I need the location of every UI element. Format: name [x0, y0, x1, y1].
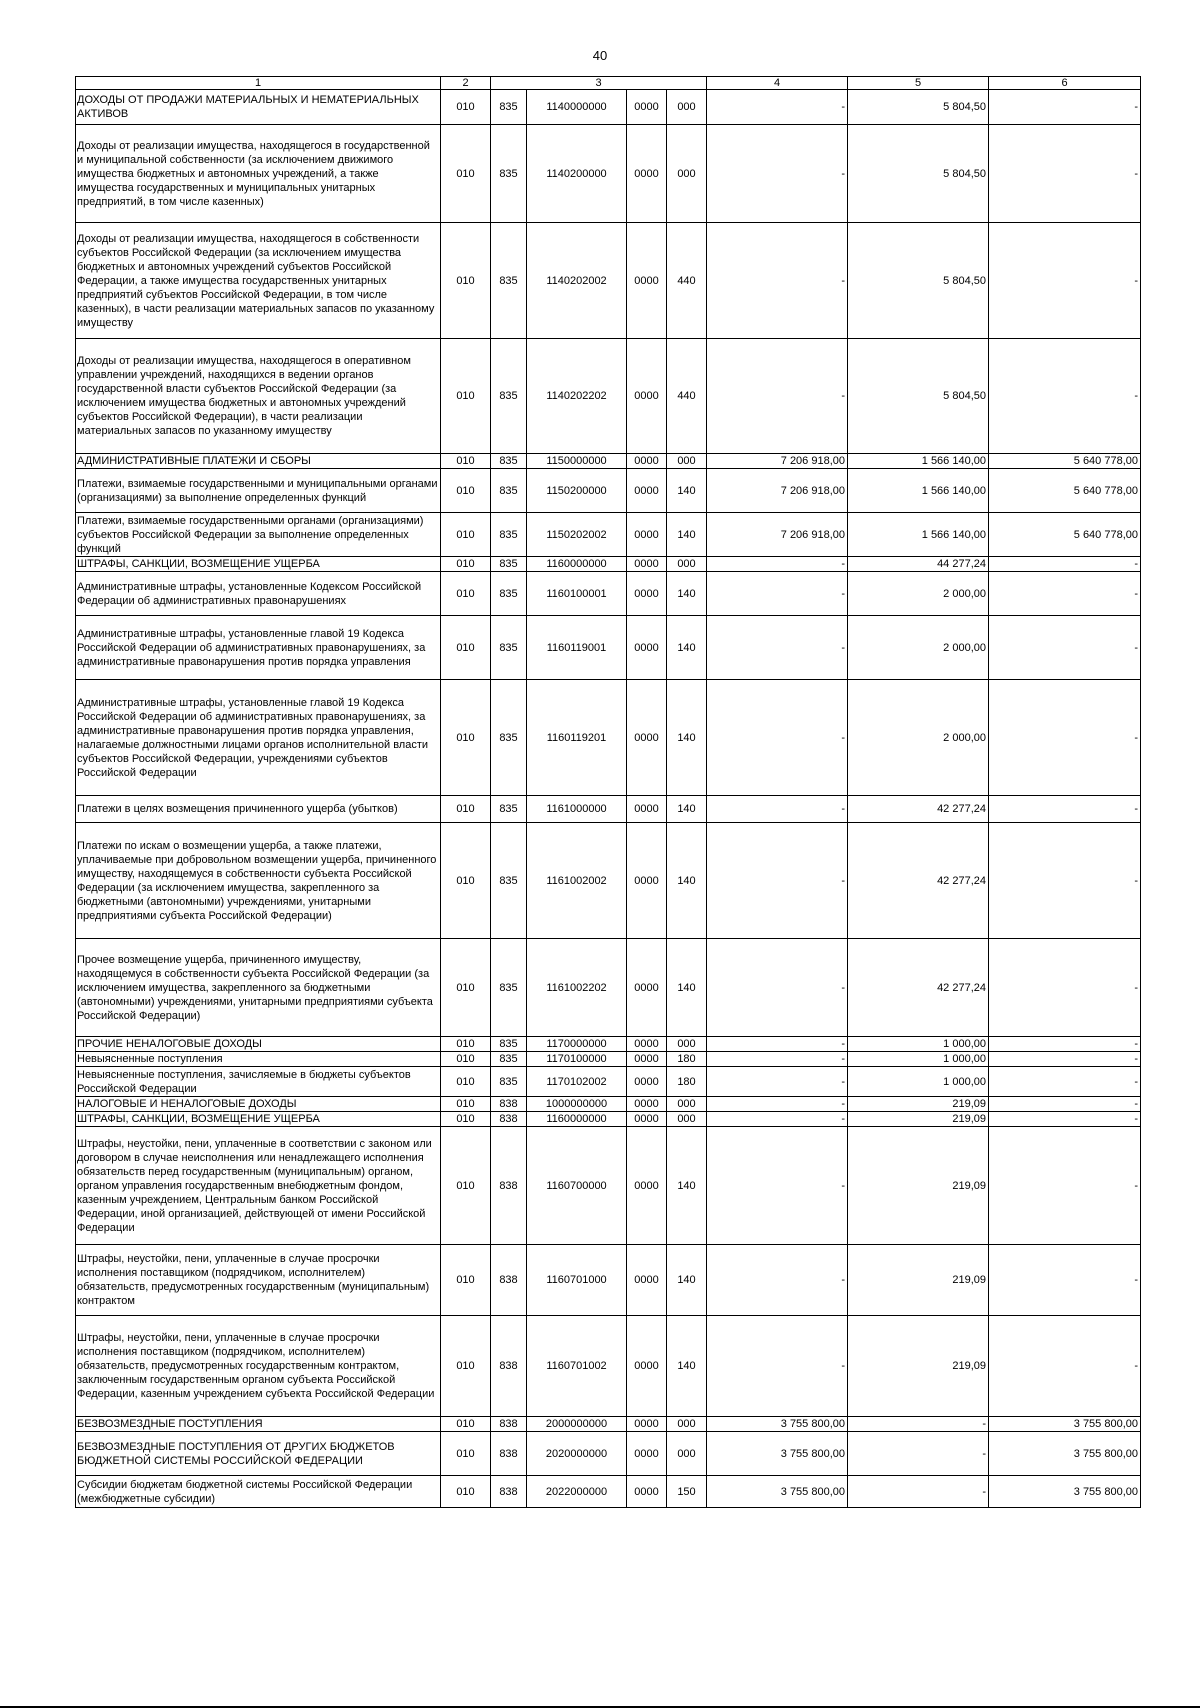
value-col-6: -	[989, 1097, 1141, 1112]
code-program: 0000	[627, 1417, 667, 1432]
code-program: 0000	[627, 1245, 667, 1316]
code-admin: 010	[441, 939, 491, 1037]
row-name: ШТРАФЫ, САНКЦИИ, ВОЗМЕЩЕНИЕ УЩЕРБА	[76, 1112, 441, 1127]
row-name: Субсидии бюджетам бюджетной системы Российской Федерации (межбюджетные субсидии)	[76, 1476, 441, 1508]
code-kosgu: 180	[667, 1067, 707, 1097]
code-admin: 010	[441, 1316, 491, 1417]
row-name: Платежи, взимаемые государственными и муниципальными органами (организациями) за выполнение определенных функций	[76, 469, 441, 513]
value-col-5: 2 000,00	[848, 680, 989, 796]
value-col-6: 5 640 778,00	[989, 454, 1141, 469]
value-col-4: -	[707, 796, 848, 823]
code-kbk: 2020000000	[527, 1432, 627, 1476]
code-kosgu: 150	[667, 1476, 707, 1508]
code-admin: 010	[441, 513, 491, 557]
value-col-4: -	[707, 223, 848, 339]
table-row	[76, 1417, 1141, 1432]
code-kosgu: 140	[667, 823, 707, 939]
code-kbk: 1160700000	[527, 1127, 627, 1245]
row-name: БЕЗВОЗМЕЗДНЫЕ ПОСТУПЛЕНИЯ	[76, 1417, 441, 1432]
code-program: 0000	[627, 1067, 667, 1097]
code-program: 0000	[627, 90, 667, 125]
code-admin: 010	[441, 454, 491, 469]
value-col-5: 219,09	[848, 1316, 989, 1417]
code-chapter: 835	[491, 339, 527, 454]
code-kosgu: 000	[667, 1112, 707, 1127]
code-kbk: 1140202002	[527, 223, 627, 339]
code-chapter: 835	[491, 513, 527, 557]
code-chapter: 835	[491, 90, 527, 125]
code-program: 0000	[627, 339, 667, 454]
code-chapter: 835	[491, 557, 527, 572]
code-admin: 010	[441, 557, 491, 572]
code-admin: 010	[441, 223, 491, 339]
code-kbk: 1000000000	[527, 1097, 627, 1112]
row-name: Платежи, взимаемые государственными органами (организациями) субъектов Российской Федерации за выполнение определенных функций	[76, 513, 441, 557]
value-col-5: -	[848, 1476, 989, 1508]
code-chapter: 838	[491, 1476, 527, 1508]
code-kosgu: 140	[667, 1127, 707, 1245]
row-name: НАЛОГОВЫЕ И НЕНАЛОГОВЫЕ ДОХОДЫ	[76, 1097, 441, 1112]
value-col-6: -	[989, 1112, 1141, 1127]
value-col-4: -	[707, 1316, 848, 1417]
code-chapter: 838	[491, 1432, 527, 1476]
row-name: Административные штрафы, установленные Кодексом Российской Федерации об административных правонарушениях	[76, 572, 441, 616]
code-kosgu: 140	[667, 616, 707, 680]
value-col-6: 3 755 800,00	[989, 1417, 1141, 1432]
code-admin: 010	[441, 796, 491, 823]
value-col-5: -	[848, 1417, 989, 1432]
table-row	[76, 680, 1141, 796]
row-name: Административные штрафы, установленные главой 19 Кодекса Российской Федерации об административных правонарушениях, за административные правонарушения против порядка управления	[76, 616, 441, 680]
value-col-4: -	[707, 939, 848, 1037]
value-col-4: -	[707, 1245, 848, 1316]
code-admin: 010	[441, 90, 491, 125]
value-col-5: 219,09	[848, 1097, 989, 1112]
code-kosgu: 000	[667, 454, 707, 469]
table-row	[76, 1097, 1141, 1112]
table-row	[76, 1127, 1141, 1245]
code-admin: 010	[441, 1417, 491, 1432]
code-chapter: 838	[491, 1112, 527, 1127]
row-name: Платежи по искам о возмещении ущерба, а также платежи, уплачиваемые при добровольном возмещении ущерба, причиненного имуществу, находящемуся в собственности субъекта Российской Федерации (за исключением имущества, закрепленного за бюджетными (автономными) учреждениями, унитарными предприятиями субъекта Российской Федерации)	[76, 823, 441, 939]
code-chapter: 835	[491, 616, 527, 680]
value-col-5: 5 804,50	[848, 90, 989, 125]
code-kbk: 2000000000	[527, 1417, 627, 1432]
code-program: 0000	[627, 557, 667, 572]
code-admin: 010	[441, 125, 491, 223]
table-row	[76, 469, 1141, 513]
value-col-6: -	[989, 680, 1141, 796]
code-kosgu: 140	[667, 939, 707, 1037]
table-row	[76, 557, 1141, 572]
value-col-6: -	[989, 339, 1141, 454]
value-col-5: 1 566 140,00	[848, 513, 989, 557]
code-program: 0000	[627, 454, 667, 469]
value-col-4: -	[707, 557, 848, 572]
value-col-6: -	[989, 823, 1141, 939]
table-row	[76, 339, 1141, 454]
code-chapter: 835	[491, 1067, 527, 1097]
code-admin: 010	[441, 1037, 491, 1052]
code-kosgu: 000	[667, 1417, 707, 1432]
code-kbk: 1161000000	[527, 796, 627, 823]
code-chapter: 835	[491, 823, 527, 939]
row-name: Доходы от реализации имущества, находящегося в оперативном управлении учреждений, находящихся в ведении органов государственной власти субъектов Российской Федерации (за исключением имущества бюджетных и автономных учреждений субъектов Российской Федерации), в части реализации материальных запасов по указанному имуществу	[76, 339, 441, 454]
value-col-5: 2 000,00	[848, 616, 989, 680]
row-name: Доходы от реализации имущества, находящегося в собственности субъектов Российской Федерации (за исключением имущества бюджетных и автономных учреждений субъектов Российской Федерации, а также имущества государственных унитарных предприятий субъектов Российской Федерации, в том числе казенных), в части реализации материальных запасов по указанному имуществу	[76, 223, 441, 339]
code-admin: 010	[441, 680, 491, 796]
value-col-5: 44 277,24	[848, 557, 989, 572]
value-col-6: -	[989, 1127, 1141, 1245]
value-col-6: -	[989, 1052, 1141, 1067]
header-col-2: 2	[441, 77, 491, 90]
code-admin: 010	[441, 572, 491, 616]
table-row	[76, 1052, 1141, 1067]
code-program: 0000	[627, 469, 667, 513]
table-row	[76, 125, 1141, 223]
table-row	[76, 1476, 1141, 1508]
code-kbk: 2022000000	[527, 1476, 627, 1508]
code-kbk: 1170102002	[527, 1067, 627, 1097]
row-name: Штрафы, неустойки, пени, уплаченные в соответствии с законом или договором в случае неисполнения или ненадлежащего исполнения обязательств перед государственным (муниципальным) органом, органом управления государственным внебюджетным фондом, казенным учреждением, Центральным банком Российской Федерации, иной организацией, действующей от имени Российской Федерации	[76, 1127, 441, 1245]
code-kbk: 1170000000	[527, 1037, 627, 1052]
value-col-4: 7 206 918,00	[707, 469, 848, 513]
code-kbk: 1140202202	[527, 339, 627, 454]
code-chapter: 835	[491, 1037, 527, 1052]
value-col-5: 1 000,00	[848, 1052, 989, 1067]
code-kosgu: 000	[667, 1432, 707, 1476]
table-row	[76, 823, 1141, 939]
row-name: Невыясненные поступления, зачисляемые в бюджеты субъектов Российской Федерации	[76, 1067, 441, 1097]
row-name: ШТРАФЫ, САНКЦИИ, ВОЗМЕЩЕНИЕ УЩЕРБА	[76, 557, 441, 572]
value-col-4: -	[707, 823, 848, 939]
code-program: 0000	[627, 513, 667, 557]
code-kosgu: 140	[667, 469, 707, 513]
code-kbk: 1160701002	[527, 1316, 627, 1417]
code-kbk: 1160000000	[527, 557, 627, 572]
code-kosgu: 140	[667, 572, 707, 616]
code-chapter: 835	[491, 223, 527, 339]
value-col-4: -	[707, 1127, 848, 1245]
table-row	[76, 1112, 1141, 1127]
value-col-4: -	[707, 1037, 848, 1052]
value-col-4: -	[707, 680, 848, 796]
header-col-4: 4	[707, 77, 848, 90]
code-program: 0000	[627, 1316, 667, 1417]
value-col-6: -	[989, 557, 1141, 572]
value-col-4: 3 755 800,00	[707, 1476, 848, 1508]
code-kbk: 1161002002	[527, 823, 627, 939]
code-chapter: 835	[491, 1052, 527, 1067]
value-col-5: 5 804,50	[848, 125, 989, 223]
code-program: 0000	[627, 1476, 667, 1508]
code-kosgu: 140	[667, 680, 707, 796]
code-kbk: 1161002202	[527, 939, 627, 1037]
code-admin: 010	[441, 823, 491, 939]
code-program: 0000	[627, 939, 667, 1037]
code-chapter: 835	[491, 680, 527, 796]
code-kosgu: 440	[667, 223, 707, 339]
code-kbk: 1150202002	[527, 513, 627, 557]
value-col-5: 1 000,00	[848, 1037, 989, 1052]
header-col-6: 6	[989, 77, 1141, 90]
table-row	[76, 1432, 1141, 1476]
code-kbk: 1150200000	[527, 469, 627, 513]
revenue-table	[75, 76, 1141, 1508]
header-col-5: 5	[848, 77, 989, 90]
table-row	[76, 454, 1141, 469]
code-kosgu: 140	[667, 513, 707, 557]
value-col-6: 3 755 800,00	[989, 1476, 1141, 1508]
code-chapter: 835	[491, 796, 527, 823]
code-chapter: 835	[491, 469, 527, 513]
code-program: 0000	[627, 796, 667, 823]
code-kosgu: 180	[667, 1052, 707, 1067]
value-col-4: -	[707, 339, 848, 454]
code-program: 0000	[627, 1127, 667, 1245]
code-kosgu: 000	[667, 90, 707, 125]
row-name: ПРОЧИЕ НЕНАЛОГОВЫЕ ДОХОДЫ	[76, 1037, 441, 1052]
code-kbk: 1160000000	[527, 1112, 627, 1127]
value-col-6: -	[989, 1245, 1141, 1316]
value-col-5: 1 566 140,00	[848, 454, 989, 469]
value-col-6: -	[989, 939, 1141, 1037]
value-col-4: 7 206 918,00	[707, 513, 848, 557]
code-kbk: 1160701000	[527, 1245, 627, 1316]
table-row	[76, 1067, 1141, 1097]
value-col-6: -	[989, 616, 1141, 680]
code-kosgu: 140	[667, 1245, 707, 1316]
code-kbk: 1170100000	[527, 1052, 627, 1067]
row-name: Невыясненные поступления	[76, 1052, 441, 1067]
value-col-4: 3 755 800,00	[707, 1417, 848, 1432]
code-chapter: 835	[491, 572, 527, 616]
value-col-6: -	[989, 223, 1141, 339]
value-col-6: -	[989, 1037, 1141, 1052]
code-chapter: 835	[491, 125, 527, 223]
code-kosgu: 000	[667, 1097, 707, 1112]
value-col-4: -	[707, 616, 848, 680]
row-name: АДМИНИСТРАТИВНЫЕ ПЛАТЕЖИ И СБОРЫ	[76, 454, 441, 469]
code-chapter: 838	[491, 1127, 527, 1245]
value-col-6: -	[989, 90, 1141, 125]
code-admin: 010	[441, 616, 491, 680]
code-program: 0000	[627, 1112, 667, 1127]
value-col-4: -	[707, 125, 848, 223]
value-col-6: 3 755 800,00	[989, 1432, 1141, 1476]
value-col-5: 42 277,24	[848, 939, 989, 1037]
code-program: 0000	[627, 616, 667, 680]
code-chapter: 835	[491, 454, 527, 469]
row-name: Штрафы, неустойки, пени, уплаченные в случае просрочки исполнения поставщиком (подрядчиком, исполнителем) обязательств, предусмотренных государственным контрактом, заключенным государственным органом субъекта Российской Федерации, казенным учреждением субъекта Российской Федерации	[76, 1316, 441, 1417]
page-number: 40	[592, 48, 608, 63]
row-name: Штрафы, неустойки, пени, уплаченные в случае просрочки исполнения поставщиком (подрядчиком, исполнителем) обязательств, предусмотренных государственным (муниципальным) контрактом	[76, 1245, 441, 1316]
value-col-5: 42 277,24	[848, 796, 989, 823]
code-kbk: 1160100001	[527, 572, 627, 616]
value-col-4: -	[707, 1067, 848, 1097]
table-row	[76, 1037, 1141, 1052]
code-kbk: 1160119201	[527, 680, 627, 796]
code-kosgu: 000	[667, 125, 707, 223]
code-program: 0000	[627, 823, 667, 939]
code-program: 0000	[627, 680, 667, 796]
code-program: 0000	[627, 1052, 667, 1067]
value-col-4: -	[707, 1112, 848, 1127]
code-admin: 010	[441, 1245, 491, 1316]
row-name: Доходы от реализации имущества, находящегося в государственной и муниципальной собственности (за исключением движимого имущества бюджетных и автономных учреждений, а также имущества государственных и муниципальных унитарных предприятий, в том числе казенных)	[76, 125, 441, 223]
value-col-6: 5 640 778,00	[989, 513, 1141, 557]
value-col-5: 42 277,24	[848, 823, 989, 939]
table-row	[76, 616, 1141, 680]
value-col-4: -	[707, 90, 848, 125]
table-row	[76, 513, 1141, 557]
header-row	[76, 77, 1141, 90]
table-row	[76, 1245, 1141, 1316]
value-col-6: -	[989, 796, 1141, 823]
code-program: 0000	[627, 125, 667, 223]
value-col-5: 5 804,50	[848, 223, 989, 339]
code-program: 0000	[627, 1097, 667, 1112]
value-col-4: 7 206 918,00	[707, 454, 848, 469]
row-name: БЕЗВОЗМЕЗДНЫЕ ПОСТУПЛЕНИЯ ОТ ДРУГИХ БЮДЖЕТОВ БЮДЖЕТНОЙ СИСТЕМЫ РОССИЙСКОЙ ФЕДЕРАЦИИ	[76, 1432, 441, 1476]
code-chapter: 838	[491, 1316, 527, 1417]
table-row	[76, 572, 1141, 616]
code-kosgu: 000	[667, 1037, 707, 1052]
code-kbk: 1140000000	[527, 90, 627, 125]
value-col-4: -	[707, 1052, 848, 1067]
header-col-3: 3	[491, 77, 707, 90]
row-name: Платежи в целях возмещения причиненного ущерба (убытков)	[76, 796, 441, 823]
code-program: 0000	[627, 1037, 667, 1052]
code-chapter: 838	[491, 1245, 527, 1316]
code-admin: 010	[441, 1112, 491, 1127]
value-col-5: 219,09	[848, 1245, 989, 1316]
table-row	[76, 1316, 1141, 1417]
value-col-6: -	[989, 572, 1141, 616]
row-name: ДОХОДЫ ОТ ПРОДАЖИ МАТЕРИАЛЬНЫХ И НЕМАТЕРИАЛЬНЫХ АКТИВОВ	[76, 90, 441, 125]
code-program: 0000	[627, 223, 667, 339]
table-row	[76, 796, 1141, 823]
code-admin: 010	[441, 1476, 491, 1508]
row-name: Административные штрафы, установленные главой 19 Кодекса Российской Федерации об административных правонарушениях, за административные правонарушения против порядка управления, налагаемые должностными лицами органов исполнительной власти субъектов Российской Федерации, учреждениями субъектов Российской Федерации	[76, 680, 441, 796]
table-row	[76, 223, 1141, 339]
value-col-5: 1 566 140,00	[848, 469, 989, 513]
code-admin: 010	[441, 1052, 491, 1067]
code-program: 0000	[627, 1432, 667, 1476]
value-col-5: -	[848, 1432, 989, 1476]
code-kbk: 1150000000	[527, 454, 627, 469]
code-kbk: 1140200000	[527, 125, 627, 223]
value-col-4: -	[707, 1097, 848, 1112]
code-admin: 010	[441, 1432, 491, 1476]
code-kbk: 1160119001	[527, 616, 627, 680]
value-col-4: 3 755 800,00	[707, 1432, 848, 1476]
code-admin: 010	[441, 1127, 491, 1245]
code-chapter: 835	[491, 939, 527, 1037]
code-admin: 010	[441, 339, 491, 454]
value-col-6: -	[989, 125, 1141, 223]
code-kosgu: 140	[667, 1316, 707, 1417]
value-col-5: 2 000,00	[848, 572, 989, 616]
value-col-5: 1 000,00	[848, 1067, 989, 1097]
row-name: Прочее возмещение ущерба, причиненного имуществу, находящемуся в собственности субъекта Российской Федерации (за исключением имущества, закрепленного за бюджетными (автономными) учреждениями, унитарными предприятиями субъекта Российской Федерации)	[76, 939, 441, 1037]
code-chapter: 838	[491, 1097, 527, 1112]
code-kosgu: 140	[667, 796, 707, 823]
code-admin: 010	[441, 1067, 491, 1097]
code-admin: 010	[441, 469, 491, 513]
code-program: 0000	[627, 572, 667, 616]
code-kosgu: 440	[667, 339, 707, 454]
code-kosgu: 000	[667, 557, 707, 572]
value-col-6: -	[989, 1067, 1141, 1097]
value-col-6: -	[989, 1316, 1141, 1417]
value-col-5: 219,09	[848, 1112, 989, 1127]
value-col-6: 5 640 778,00	[989, 469, 1141, 513]
table-row	[76, 939, 1141, 1037]
table-row	[76, 90, 1141, 125]
value-col-5: 219,09	[848, 1127, 989, 1245]
header-col-1: 1	[76, 77, 441, 90]
value-col-5: 5 804,50	[848, 339, 989, 454]
code-admin: 010	[441, 1097, 491, 1112]
code-chapter: 838	[491, 1417, 527, 1432]
value-col-4: -	[707, 572, 848, 616]
